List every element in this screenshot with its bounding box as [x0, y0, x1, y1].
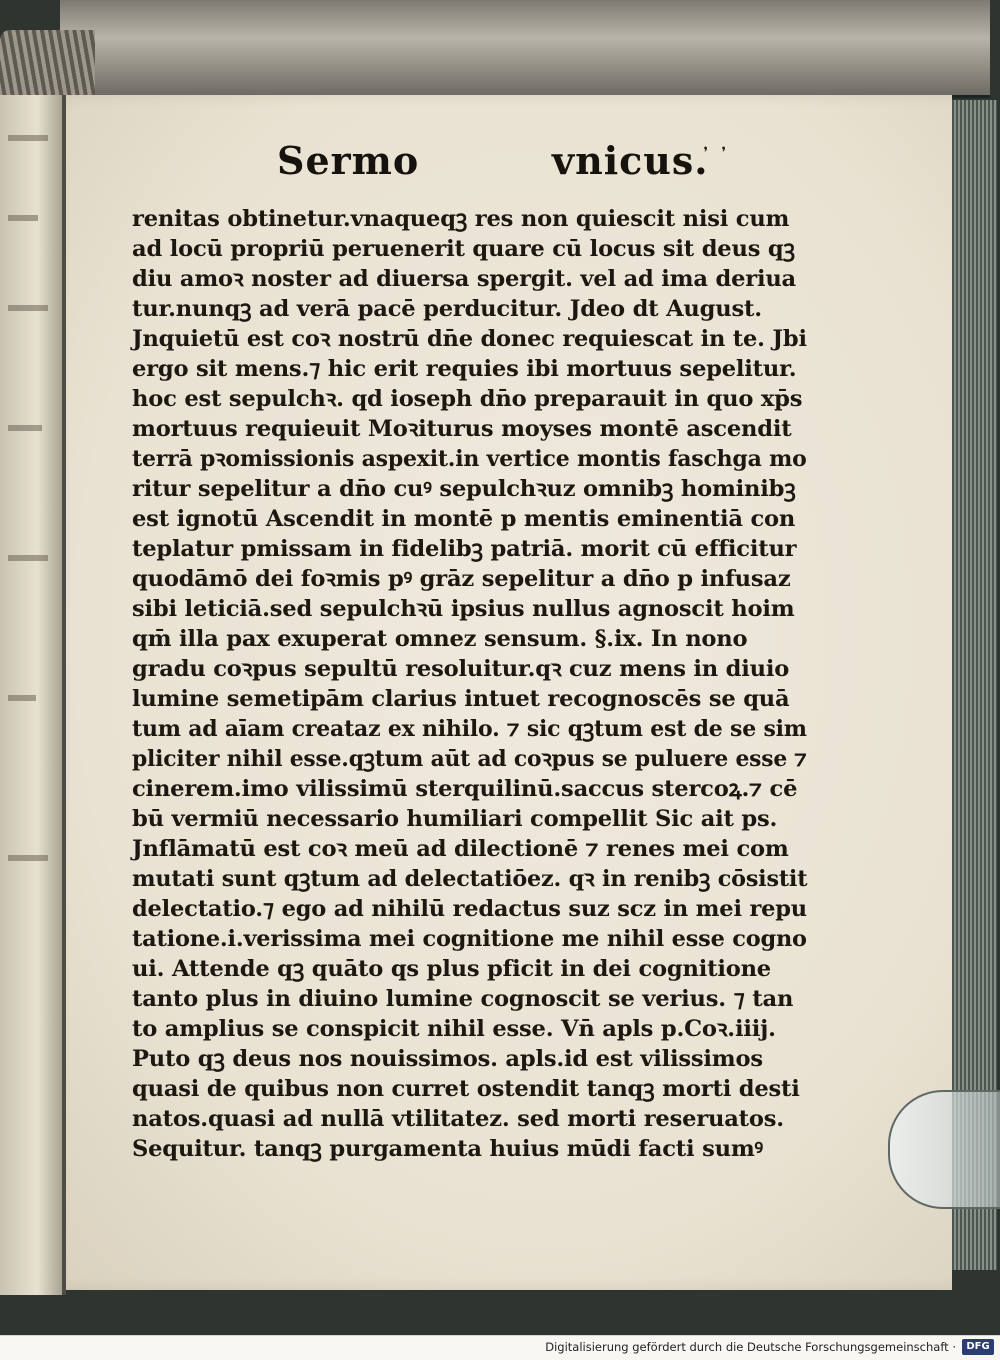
text-line: Jnquietū est coꝛ nostrū dn̄e donec requiescat in te. Jbi	[132, 326, 807, 352]
text-line: qm̄ illa pax exuperat omnez sensum. §.ix. In nono	[132, 626, 748, 652]
text-lines	[132, 204, 807, 1164]
text-line: bū vermiū necessario humiliari compellit Sic ait ps.	[132, 806, 778, 832]
running-head-left: Sermo	[277, 138, 420, 183]
text-line: terrā pꝛomissionis aspexit.in vertice montis faschga mo	[132, 446, 807, 472]
footer-bar	[0, 1335, 1000, 1360]
book-top-edge	[60, 0, 990, 98]
text-line: Jnflāmatū est coꝛ meū ad dilectionē ⁊ renes mei com	[132, 836, 789, 862]
text-line: tum ad aīam creataz ex nihilo. ⁊ sic qꝫtum est de se sim	[132, 716, 807, 742]
text-line: Puto qꝫ deus nos nouissimos. apls.id est vilissimos	[132, 1046, 763, 1072]
running-head	[132, 138, 807, 198]
text-line: ritur sepelitur a dn̄o cuꝰ sepulchꝛuz omnibꝫ hominibꝫ	[132, 476, 796, 502]
text-line: lumine semetipām clarius intuet recognoscēs se quā	[132, 686, 790, 712]
text-line: gradu coꝛpus sepultū resoluitur.qꝛ cuz mens in diuio	[132, 656, 790, 682]
text-line: est ignotū Ascendit in montē p mentis eminentiā con	[132, 506, 796, 532]
facing-page-edge	[0, 95, 66, 1295]
text-line: Sequitur. tanqꝫ purgamenta huius mūdi facti sumꝰ	[132, 1136, 763, 1162]
text-line: to amplius se conspicit nihil esse. Vn̄ apls p.Coꝛ.iiij.	[132, 1016, 776, 1042]
text-line: tatione.i.verissima mei cognitione me nihil esse cogno	[132, 926, 807, 952]
text-line: renitas obtinetur.vnaqueqꝫ res non quiescit nisi cum	[132, 206, 790, 232]
text-line: quasi de quibus non curret ostendit tanqꝫ morti desti	[132, 1076, 800, 1102]
text-line: mutati sunt qꝫtum ad delectatiōez. qꝛ in renibꝫ cōsistit	[132, 866, 808, 892]
ink-marks: ᾿ ᾿	[700, 146, 729, 171]
text-line: delectatio.⁊ ego ad nihilū redactus suz scz in mei repu	[132, 896, 807, 922]
dfg-logo: DFG	[962, 1339, 994, 1355]
text-line: hoc est sepulchꝛ. qd ioseph dn̄o preparauit in quo xp̄s	[132, 386, 803, 412]
text-line: ui. Attende qꝫ quāto qs plus pficit in dei cognitione	[132, 956, 771, 982]
text-line: natos.quasi ad nullā vtilitatez. sed morti reseruatos.	[132, 1106, 784, 1132]
page-text	[132, 138, 807, 1164]
text-line: quodāmō dei foꝛmis pꝰ grāz sepelitur a dn̄o p infusaz	[132, 566, 791, 592]
running-head-right: vnicus.	[552, 138, 709, 183]
funding-credit: Digitalisierung gefördert durch die Deutsche Forschungsgemeinschaft ·	[545, 1340, 956, 1354]
text-line: tur.nunqꝫ ad verā pacē perducitur. Jdeo dt August.	[132, 296, 762, 322]
glass-page-holder	[888, 1090, 1000, 1209]
text-line: sibi leticiā.sed sepulchꝛū ipsius nullus agnoscit hoim	[132, 596, 795, 622]
text-line: ergo sit mens.⁊ hic erit requies ibi mortuus sepelitur.	[132, 356, 797, 382]
text-line: pliciter nihil esse.qꝫtum aūt ad coꝛpus se puluere esse ⁊	[132, 746, 807, 772]
text-line: tanto plus in diuino lumine cognoscit se verius. ⁊ tan	[132, 986, 794, 1012]
text-line: mortuus requieuit Moꝛiturus moyses montē ascendit	[132, 416, 792, 442]
text-line: ad locū propriū peruenerit quare cū locus sit deus qꝫ	[132, 236, 795, 262]
text-line: diu amoꝛ noster ad diuersa spergit. vel ad ima deriua	[132, 266, 796, 292]
text-line: teplatur pmissam in fidelibꝫ patriā. morit cū efficitur	[132, 536, 797, 562]
text-line: cinerem.imo vilissimū sterquilinū.saccus stercoꝝ.⁊ cē	[132, 776, 798, 802]
